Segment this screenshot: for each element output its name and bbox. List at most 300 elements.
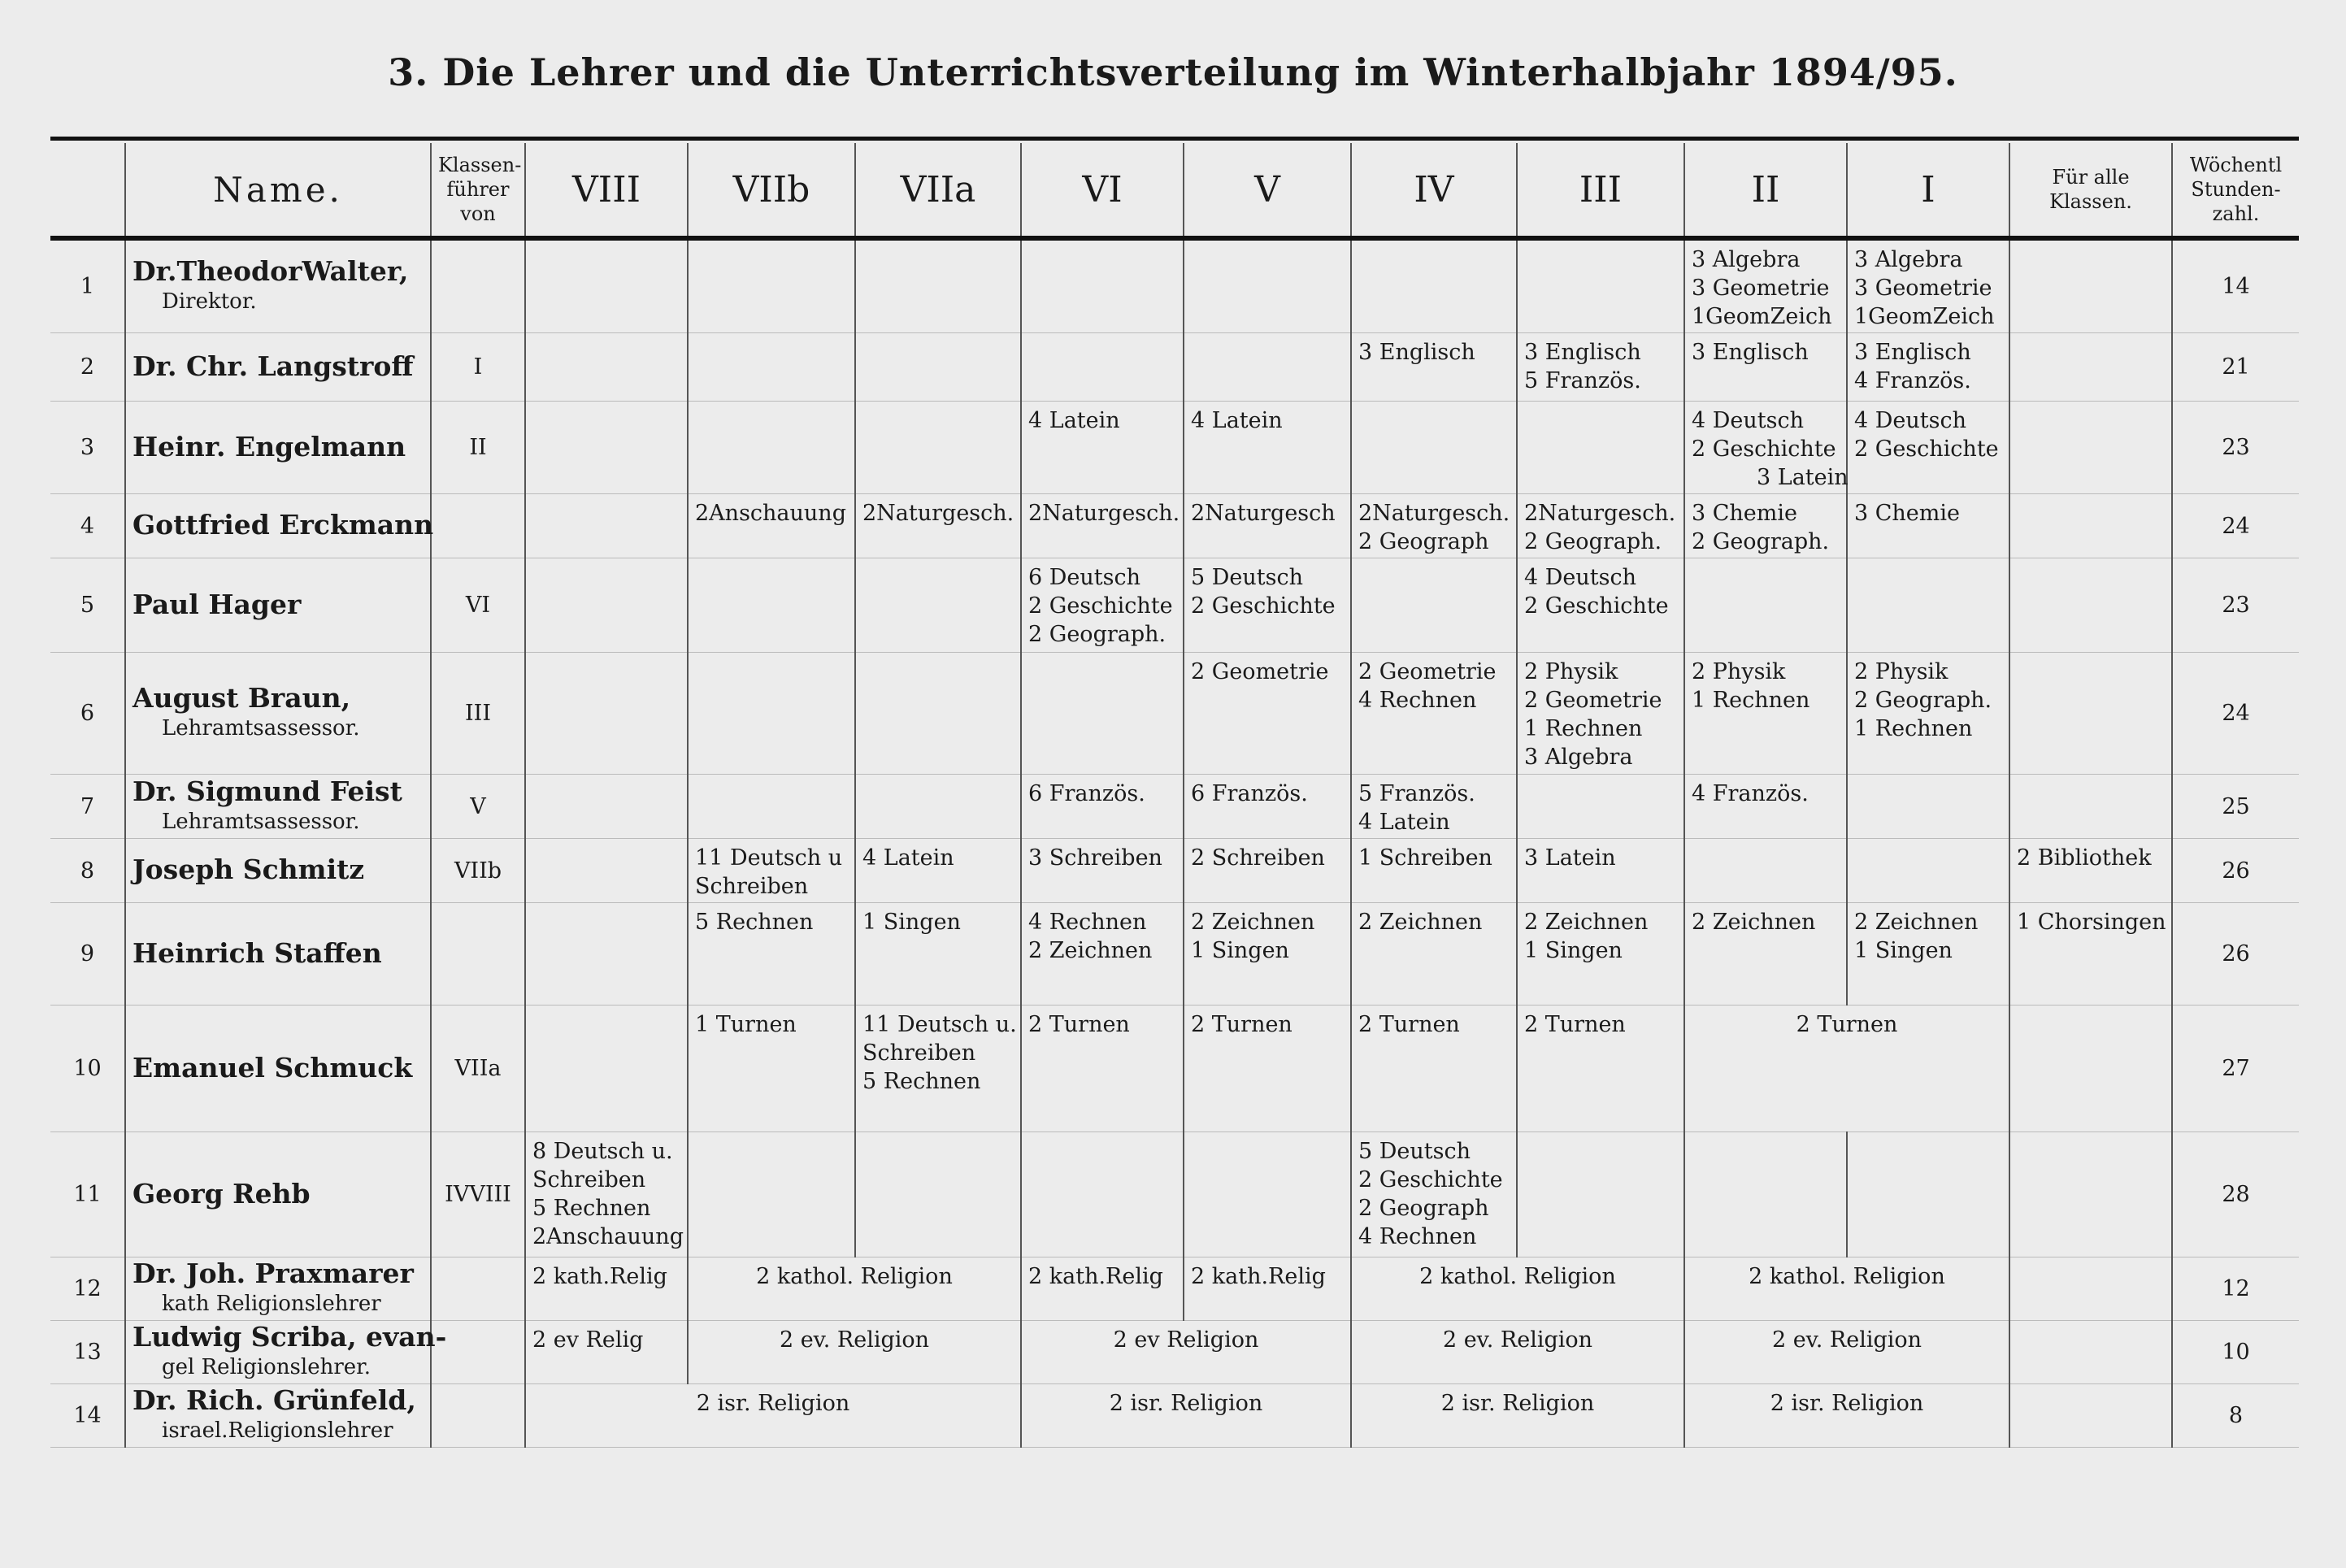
weekly-hours — [2172, 903, 2299, 1006]
cell-line: 11 Deutsch u. — [862, 1012, 1017, 1037]
cell-line: 8 — [2228, 1403, 2244, 1428]
table-row — [50, 1132, 2299, 1257]
class-cell — [1184, 903, 1351, 1006]
cell-line: 2 — [80, 354, 95, 380]
class-cell-viii — [525, 775, 688, 839]
header-class-iii: III — [1517, 143, 1684, 238]
teacher-name — [125, 1006, 431, 1132]
class-cell-iv — [1351, 402, 1517, 494]
weekly-hours — [2172, 775, 2299, 839]
class-cell — [1847, 903, 2009, 1006]
class-cell — [1517, 903, 1684, 1006]
cell-line: 4 Rechnen — [1358, 688, 1477, 713]
cell-line: 5 Rechnen — [532, 1196, 651, 1221]
cell-line: 2 ev. Religion — [1771, 1327, 1922, 1353]
teacher-name-text: Heinrich Staffen — [133, 936, 382, 969]
teacher-role: kath Religionslehrer — [162, 1292, 381, 1316]
class-cell — [1184, 1257, 1351, 1321]
cell-line: 12 — [73, 1276, 102, 1301]
row-number — [50, 238, 125, 333]
row-number — [50, 402, 125, 494]
class-cell-viib — [688, 839, 855, 903]
cell-line: 5 Rechnen — [862, 1069, 981, 1094]
table-body — [50, 238, 2299, 1448]
row-number — [50, 1006, 125, 1132]
teacher-role: Direktor. — [162, 289, 257, 314]
row-number — [50, 775, 125, 839]
teacher-name-text: Dr. Chr. Langstroff — [133, 350, 414, 382]
class-cell-viii — [525, 653, 688, 775]
teacher-name — [125, 1384, 431, 1448]
class-cell-viia — [855, 653, 1021, 775]
cell-line: 1GeomZeich — [1854, 304, 1995, 329]
cell-line: 2 Geometrie — [1191, 659, 1329, 684]
cell-line: VIII — [469, 1182, 511, 1207]
table-row — [50, 494, 2299, 558]
cell-line: 3 Englisch — [1358, 340, 1475, 365]
teacher-name — [125, 1132, 431, 1257]
teacher-name — [125, 1321, 447, 1384]
cell-line: 2 Geometrie — [1358, 659, 1497, 684]
header-total: Wöchentl Stunden- zahl. — [2172, 143, 2299, 238]
class-cell — [688, 903, 855, 1006]
weekly-hours — [2172, 238, 2299, 333]
class-cell-viii — [525, 558, 688, 653]
cell-line: 5 Deutsch — [1191, 565, 1303, 590]
cell-line: 5 Rechnen — [695, 910, 814, 935]
all-classes-cell — [2009, 1321, 2172, 1384]
class-cell-ii — [1684, 333, 1847, 402]
class-leader — [431, 333, 525, 402]
cell-line: 2 isr. Religion — [696, 1391, 850, 1416]
cell-line: 2 Physik — [1854, 659, 1948, 684]
class-cell-iii — [1517, 402, 1684, 494]
class-cell-ii — [1684, 558, 1847, 653]
class-span-cell — [1021, 1321, 1351, 1384]
cell-line: 1 Rechnen — [1854, 716, 1973, 741]
class-cell — [1021, 1006, 1184, 1132]
weekly-hours — [2172, 1321, 2299, 1384]
cell-line: 4 Latein — [862, 845, 954, 871]
class-cell-v — [1184, 333, 1351, 402]
row-number — [50, 903, 125, 1006]
teacher-name-text: Dr. Joh. Praxmarer — [133, 1257, 414, 1289]
cell-line: 1 Singen — [1524, 938, 1623, 963]
cell-line: Schreiben — [695, 874, 809, 899]
cell-line: 2 Geschichte — [1524, 593, 1669, 619]
class-cell-ii — [1684, 839, 1847, 903]
cell-line: 2 ev. Religion — [1442, 1327, 1593, 1353]
teacher-role: israel.Religionslehrer — [162, 1418, 393, 1443]
row-number — [50, 1257, 125, 1321]
class-cell-vi — [1021, 494, 1184, 558]
class-cell-viia — [855, 558, 1021, 653]
cell-line: 4 Französ. — [1854, 368, 1971, 393]
table-row — [50, 402, 2299, 494]
class-cell — [1684, 903, 1847, 1006]
cell-line: 1 Singen — [1191, 938, 1289, 963]
class-cell-viii — [525, 238, 688, 333]
class-cell-vi — [1021, 653, 1184, 775]
cell-line: 25 — [2222, 793, 2250, 819]
class-cell-iii — [1517, 775, 1684, 839]
class-cell-iv — [1351, 839, 1517, 903]
cell-line: 2 Turnen — [1358, 1012, 1460, 1037]
cell-line: 3 Englisch — [1524, 340, 1641, 365]
cell-line: 24 — [2222, 513, 2250, 539]
cell-line: 12 — [2222, 1276, 2250, 1301]
row-number — [50, 494, 125, 558]
class-cell-i — [1757, 402, 2009, 494]
cell-line: 2 kath.Relig — [532, 1264, 667, 1289]
class-cell-viii — [525, 333, 688, 402]
teacher-name-text: Emanuel Schmuck — [133, 1051, 413, 1084]
cell-line: 23 — [2222, 593, 2250, 618]
cell-line: III — [465, 701, 491, 726]
cell-line: 2Naturgesch. — [862, 501, 1014, 526]
cell-line: 2 Zeichnen — [1358, 910, 1483, 935]
row-number — [50, 1321, 125, 1384]
teacher-role: Lehramtsassessor. — [162, 716, 360, 741]
class-cell-iv — [1351, 775, 1517, 839]
class-span-cell — [1021, 1384, 1351, 1448]
cell-line: 2Anschauung — [695, 501, 846, 526]
weekly-hours — [2172, 333, 2299, 402]
cell-line: 3 Chemie — [1692, 501, 1798, 526]
class-cell-vi — [1021, 558, 1184, 653]
cell-line: 11 Deutsch u — [695, 845, 843, 871]
row-number — [50, 1384, 125, 1448]
all-classes-cell — [2009, 1132, 2172, 1257]
header-row — [50, 143, 2299, 238]
class-cell-iii — [1517, 494, 1684, 558]
class-cell-i — [1847, 238, 2009, 333]
cell-line: 2 kath.Relig — [1028, 1264, 1163, 1289]
cell-line: 10 — [2222, 1340, 2250, 1365]
weekly-hours — [2172, 558, 2299, 653]
row-number — [50, 1132, 125, 1257]
class-cell-vi — [1021, 775, 1184, 839]
class-cell — [525, 903, 688, 1006]
header-class-viia: VIIa — [855, 143, 1021, 238]
table-row — [50, 333, 2299, 402]
class-cell-i — [1847, 775, 2009, 839]
class-leader — [431, 653, 525, 775]
class-cell-viib — [688, 775, 855, 839]
cell-line: 14 — [73, 1403, 102, 1428]
class-span-cell — [1351, 1257, 1684, 1321]
cell-line: 5 Deutsch — [1358, 1139, 1471, 1164]
cell-line: 2 Schreiben — [1191, 845, 1325, 871]
class-cell-iv — [1351, 238, 1517, 333]
class-span-cell — [1351, 1384, 1684, 1448]
weekly-hours — [2172, 1257, 2299, 1321]
class-leader — [431, 1384, 525, 1448]
teacher-name — [125, 238, 431, 333]
class-span-cell — [688, 1257, 1021, 1321]
teacher-role: gel Religionslehrer. — [162, 1355, 371, 1379]
teacher-name — [125, 903, 431, 1006]
class-cell-viia — [855, 1132, 1021, 1257]
class-cell-iii — [1517, 238, 1684, 333]
header-nr — [50, 143, 125, 238]
cell-line: 9 — [80, 941, 95, 966]
cell-line: VIIb — [454, 858, 502, 884]
class-leader — [431, 494, 525, 558]
class-cell-viib — [688, 558, 855, 653]
weekly-hours — [2172, 494, 2299, 558]
teacher-name-text: Georg Rehb — [133, 1177, 311, 1210]
class-cell — [525, 1257, 688, 1321]
cell-line: 14 — [2222, 274, 2250, 299]
cell-line: 6 — [80, 701, 95, 726]
cell-line: 2 Geschichte — [1358, 1167, 1503, 1192]
cell-line: 28 — [2222, 1182, 2250, 1207]
all-classes-cell — [2009, 1384, 2172, 1448]
cell-line: 2 Zeichnen — [1854, 910, 1979, 935]
header-class-ii: II — [1684, 143, 1847, 238]
all-classes-cell — [2009, 653, 2172, 775]
cell-line: 23 — [2222, 435, 2250, 460]
cell-line: 2 Zeichnen — [1524, 910, 1649, 935]
cell-line: 2 Turnen — [1028, 1012, 1130, 1037]
class-cell — [525, 1006, 688, 1132]
class-cell-i — [1847, 1132, 2009, 1257]
all-classes-cell — [2009, 839, 2172, 903]
class-cell-i — [1847, 494, 2009, 558]
cell-line: 1 — [80, 274, 95, 299]
class-cell-viib — [688, 238, 855, 333]
class-cell-viia — [855, 839, 1021, 903]
cell-line: 8 — [80, 858, 95, 884]
class-cell-iv — [1351, 653, 1517, 775]
class-leader — [431, 558, 525, 653]
all-classes-cell — [2009, 238, 2172, 333]
cell-line: 1 Turnen — [695, 1012, 797, 1037]
class-cell — [1021, 1257, 1184, 1321]
class-leader — [431, 402, 525, 494]
class-span-cell — [1684, 1384, 2009, 1448]
class-cell-vi — [1021, 238, 1184, 333]
class-cell-ii — [1684, 775, 1847, 839]
teacher-name — [125, 333, 431, 402]
class-leader — [431, 775, 525, 839]
cell-line: 2 kathol. Religion — [756, 1264, 953, 1289]
teacher-name — [125, 494, 434, 558]
teacher-name-text: Dr.TheodorWalter, — [133, 255, 409, 287]
cell-line: 4 Deutsch — [1854, 408, 1966, 433]
table-row — [50, 238, 2299, 333]
page-title: 3. Die Lehrer und die Unterrichtsverteilung im Winterhalbjahr 1894/95. — [388, 50, 1958, 94]
class-cell-viia — [855, 494, 1021, 558]
cell-line: 2 Physik — [1524, 659, 1618, 684]
table-row — [50, 903, 2299, 1006]
class-cell-ii — [1684, 1132, 1847, 1257]
cell-line: 2 isr. Religion — [1770, 1391, 1924, 1416]
teacher-name — [125, 558, 431, 653]
class-span-cell — [1351, 1321, 1684, 1384]
class-cell-iii — [1517, 839, 1684, 903]
table-row — [50, 1321, 2299, 1384]
cell-line: 2 Geometrie — [1524, 688, 1662, 713]
weekly-hours — [2172, 653, 2299, 775]
table-row — [50, 775, 2299, 839]
class-cell-iii — [1517, 558, 1684, 653]
cell-line: 24 — [2222, 701, 2250, 726]
class-leader — [431, 1257, 525, 1321]
cell-line: 3 Chemie — [1854, 501, 1961, 526]
class-cell-v — [1184, 839, 1351, 903]
header-class-viib: VIIb — [688, 143, 855, 238]
cell-line: 1 Rechnen — [1524, 716, 1643, 741]
cell-line: 2 kathol. Religion — [1749, 1264, 1945, 1289]
cell-line: 3 Latein — [1757, 465, 1849, 490]
class-cell-vi — [1021, 1132, 1184, 1257]
header-class-i: I — [1847, 143, 2009, 238]
cell-line: 2 isr. Religion — [1440, 1391, 1595, 1416]
cell-line: 4 Rechnen — [1028, 910, 1147, 935]
class-span-cell — [1684, 1006, 2009, 1132]
table-row — [50, 1384, 2299, 1448]
cell-line: 4 Latein — [1191, 408, 1283, 433]
all-classes-cell — [2009, 558, 2172, 653]
cell-line: VI — [465, 593, 491, 618]
all-classes-cell — [2009, 494, 2172, 558]
teacher-name-text: Ludwig Scriba, evan- — [133, 1321, 447, 1353]
cell-line: 3 Latein — [1524, 845, 1616, 871]
cell-line: 1 Chorsingen — [2017, 910, 2166, 935]
class-cell — [1351, 1006, 1517, 1132]
cell-line: 2 Geograph — [1358, 529, 1489, 554]
row-number — [50, 653, 125, 775]
class-cell-ii — [1684, 653, 1847, 775]
weekly-hours — [2172, 1006, 2299, 1132]
class-leader — [431, 839, 525, 903]
class-cell — [855, 1006, 1021, 1132]
class-cell-i — [1847, 558, 2009, 653]
class-cell-v — [1184, 238, 1351, 333]
teacher-name-text: Dr. Sigmund Feist — [133, 775, 402, 807]
cell-line: 2 Turnen — [1796, 1012, 1898, 1037]
class-cell-vi — [1021, 402, 1184, 494]
class-cell-iii — [1517, 1132, 1684, 1257]
teacher-name-text: Gottfried Erckmann — [133, 509, 434, 541]
all-classes-cell — [2009, 1006, 2172, 1132]
weekly-hours — [2172, 1384, 2299, 1448]
cell-line: V — [470, 793, 486, 819]
cell-line: 4 Rechnen — [1358, 1224, 1477, 1249]
cell-line: 2 Geschichte — [1854, 437, 1999, 462]
class-leader — [431, 1006, 525, 1132]
class-cell — [1517, 1006, 1684, 1132]
cell-line: 13 — [73, 1340, 102, 1365]
cell-line: 21 — [2222, 354, 2250, 380]
class-cell — [525, 1321, 688, 1384]
cell-line: 2 Zeichnen — [1692, 910, 1816, 935]
cell-line: 27 — [2222, 1056, 2250, 1081]
all-classes-cell — [2009, 775, 2172, 839]
teacher-name — [125, 839, 431, 903]
row-number — [50, 558, 125, 653]
cell-line: II — [469, 435, 487, 460]
cell-line: 4 Deutsch — [1524, 565, 1636, 590]
class-cell — [855, 903, 1021, 1006]
cell-line: 4 Französ. — [1692, 781, 1809, 806]
header-class-v: V — [1184, 143, 1351, 238]
cell-line: 2 Zeichnen — [1191, 910, 1315, 935]
all-classes-cell — [2009, 333, 2172, 402]
class-span-cell — [1684, 1257, 2009, 1321]
cell-line: 2 kathol. Religion — [1419, 1264, 1616, 1289]
cell-line: 1 Rechnen — [1692, 688, 1810, 713]
row-number — [50, 839, 125, 903]
table-row — [50, 1006, 2299, 1132]
cell-line: 3 Geometrie — [1692, 276, 1830, 301]
cell-line: 2Naturgesch. — [1028, 501, 1180, 526]
cell-line: 2 Geschichte — [1692, 437, 1836, 462]
class-cell-viia — [855, 333, 1021, 402]
class-cell-viib — [688, 494, 855, 558]
class-cell-v — [1184, 494, 1351, 558]
cell-line: 4 Latein — [1358, 810, 1450, 835]
cell-line: 26 — [2222, 858, 2250, 884]
cell-line: 2Naturgesch. — [1358, 501, 1510, 526]
class-cell-iv — [1351, 558, 1517, 653]
teacher-name — [125, 653, 431, 775]
cell-line: IV — [445, 1182, 470, 1207]
cell-line: 3 Schreiben — [1028, 845, 1162, 871]
cell-line: 2Anschauung — [532, 1224, 684, 1249]
class-cell-vi — [1021, 333, 1184, 402]
cell-line: 3 Algebra — [1854, 247, 1963, 272]
cell-line: 1 Singen — [862, 910, 961, 935]
teacher-table — [50, 143, 2299, 1448]
class-cell-viib — [688, 402, 855, 494]
class-cell — [1184, 1006, 1351, 1132]
cell-line: 2 kath.Relig — [1191, 1264, 1326, 1289]
teacher-name-text: August Braun, — [133, 682, 351, 714]
cell-line: 2 Turnen — [1191, 1012, 1292, 1037]
class-cell — [1021, 903, 1184, 1006]
class-cell-viib — [688, 653, 855, 775]
table-row — [50, 653, 2299, 775]
cell-line: 10 — [73, 1056, 102, 1081]
class-cell — [688, 1006, 855, 1132]
cell-line: 3 Englisch — [1692, 340, 1809, 365]
cell-line: 2 ev Religion — [1113, 1327, 1259, 1353]
header-class-iv: IV — [1351, 143, 1517, 238]
cell-line: 2 Geograph. — [1854, 688, 1992, 713]
cell-line: 7 — [80, 793, 95, 819]
cell-line: Schreiben — [862, 1040, 976, 1066]
class-cell-ii — [1684, 238, 1847, 333]
cell-line: 2 isr. Religion — [1109, 1391, 1263, 1416]
table-row — [50, 1257, 2299, 1321]
class-cell-vi — [1021, 839, 1184, 903]
teacher-name-text: Dr. Rich. Grünfeld, — [133, 1384, 416, 1416]
class-cell-viii — [525, 839, 688, 903]
cell-line: 8 Deutsch u. — [532, 1139, 673, 1164]
cell-line: 2 Geschichte — [1028, 593, 1173, 619]
cell-line: 1GeomZeich — [1692, 304, 1832, 329]
teacher-name — [125, 775, 431, 839]
class-cell-v — [1184, 775, 1351, 839]
teacher-name-text: Heinr. Engelmann — [133, 430, 406, 463]
cell-line: 2 Geograph. — [1028, 622, 1166, 647]
cell-line: Schreiben — [532, 1167, 646, 1192]
cell-line: 2 Zeichnen — [1028, 938, 1153, 963]
table-row — [50, 558, 2299, 653]
